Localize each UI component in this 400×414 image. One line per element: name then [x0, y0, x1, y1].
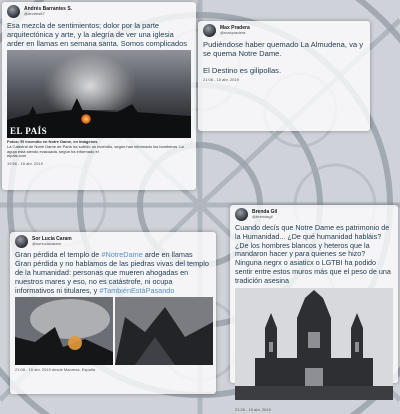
tweet-header [230, 205, 398, 221]
tweet-text-part: Gran pérdida el templo de [15, 250, 102, 259]
tweet-header [198, 21, 370, 37]
tweet-text-second-line: El Destino es gilipollas. [203, 65, 282, 75]
tweet-timestamp[interactable]: 21:26 - 15 abr. 2019 [235, 407, 271, 413]
fire-photo-right[interactable] [115, 297, 213, 365]
tweet-card-andres[interactable] [2, 2, 196, 190]
author-handle[interactable]: @brendagil [252, 214, 273, 220]
tweet-card-brenda[interactable] [230, 205, 398, 413]
avatar[interactable] [203, 24, 216, 37]
tweet-timestamp[interactable]: 21:08 - 15 abr. 2019 desde Manresa, España [15, 367, 96, 373]
tweet-card-sor-lucia[interactable] [10, 232, 216, 394]
tweet-card-max[interactable] [198, 21, 370, 131]
tweet-timestamp[interactable]: 19:56 - 15 abr. 2019 [7, 161, 43, 167]
author-name[interactable]: Sor Lucía Caram [32, 235, 72, 242]
avatar[interactable] [7, 5, 20, 18]
tweet-text: Esa mezcla de sentimientos; dolor por la parte arquitectónica y arte, y la alegría de ver una iglesia arder en llamas en semana santa. Somos complicados [7, 21, 187, 49]
tweet-timestamp[interactable]: 21:08 - 15 abr. 2019 [203, 76, 239, 82]
avatar[interactable] [235, 208, 248, 221]
cathedral-photo[interactable] [235, 288, 393, 400]
el-pais-logo: EL PAÍS [10, 126, 48, 137]
tweet-header [10, 232, 216, 248]
author-handle[interactable]: @sorluciacaram [32, 241, 61, 247]
tweet-header [2, 2, 196, 18]
tweet-text-part: Gran pérdida y no hablamos de las piedras vivas del templo de la humanidad: personas que mueren ahogadas en nuestros mares y eso, no es catástrofe, ni ocupa informativos ni titulares, y [15, 258, 209, 295]
author-name[interactable]: Brenda Gil [252, 208, 278, 215]
hashtag-link[interactable]: #NotreDame [101, 250, 143, 259]
fire-photo-left[interactable] [15, 297, 113, 365]
avatar[interactable] [15, 235, 28, 248]
tweet-text: Cuando decís que Notre Dame es patrimonio de la Humanidad... ¿De qué humanidad habláis? ¿De los hombres blancos y heteros que la mandaron hacer y para quienes se hizo? Ninguna negrx o asiaticx o LGTBI ha podido sentir entre estos muros más que el peso de una tradición asesina [235, 223, 391, 285]
author-name[interactable]: Andrés Barrantes S. [24, 5, 73, 12]
tweet-text [10, 248, 216, 295]
author-handle[interactable]: @maxpradera [220, 30, 246, 36]
photo-grid [15, 297, 211, 365]
link-card-caption[interactable] [2, 138, 196, 159]
link-card-source: elpais.com [7, 153, 27, 159]
tweet-text: Pudiéndose haber quemado La Almudena, va y se quema Notre Dame. [203, 40, 364, 59]
link-card-summary: La Catedral de Notre Dame de París ha sufrido un incendio, según han informado los bomberos. La aguja está siendo evacuada, según ha informado el [7, 143, 184, 154]
author-name[interactable]: Max Pradera [220, 24, 250, 31]
author-handle[interactable]: @andres87 [24, 11, 45, 17]
tweet-text-part: arde en llamas [142, 250, 193, 259]
hashtag-link[interactable]: #TambiénEstáPasando [99, 285, 175, 295]
news-photo-notre-dame-fire[interactable] [7, 50, 191, 138]
link-card-title: Fotos: El incendio en Notre Dame, en imágenes [7, 139, 98, 145]
